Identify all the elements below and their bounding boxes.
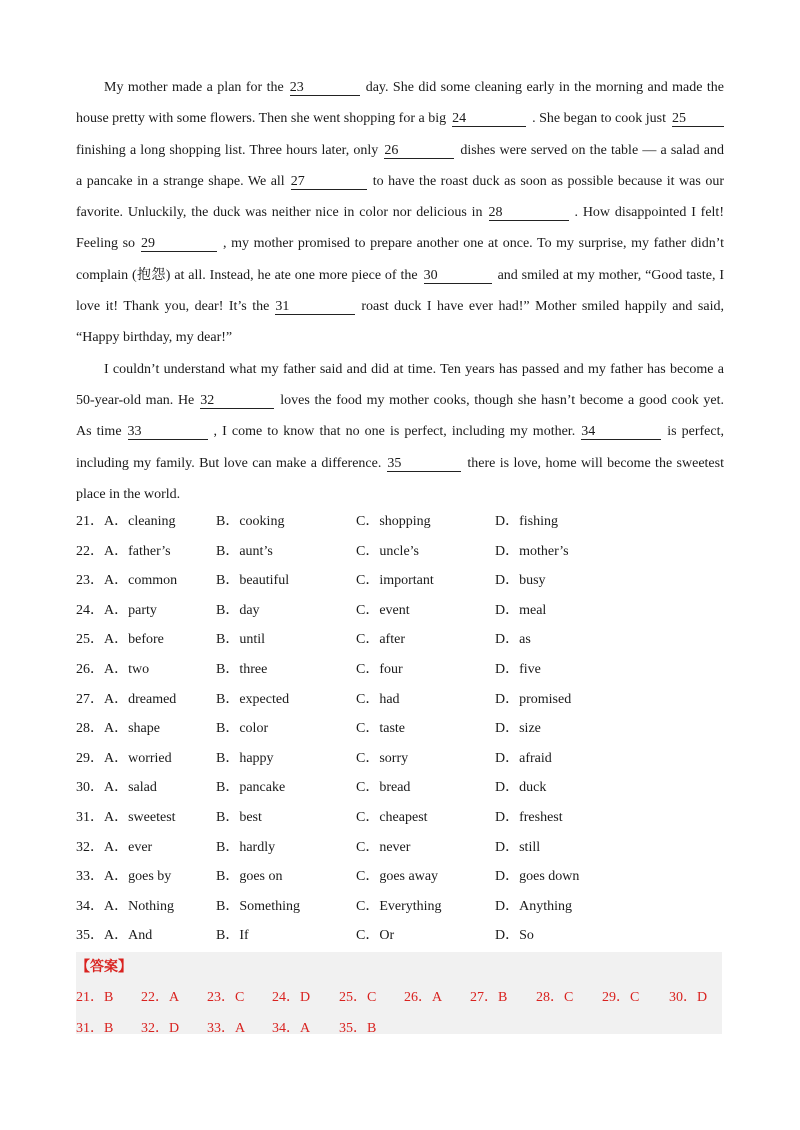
option-b: B．day (216, 602, 260, 618)
question-22-options (76, 537, 726, 567)
passage-line (76, 385, 724, 416)
answer-item: 22．A (141, 990, 180, 1005)
passage-text: love it! Thank you, dear! It’s the (76, 299, 270, 315)
passage-text: I couldn’t understand what my father said and did at time. Ten years has passed and my father has become a (104, 361, 724, 377)
option-d: D．five (495, 661, 541, 677)
blank-28: 28 (489, 206, 569, 221)
answer-key-title: 【答案】 (76, 960, 132, 975)
passage-line (76, 197, 724, 228)
blank-24: 24 (452, 112, 526, 127)
passage-text: My mother made a plan for the (104, 80, 284, 95)
passage-line (76, 291, 724, 322)
blank-34: 34 (581, 425, 661, 440)
passage-text: and smiled at my mother, “Good taste, I (497, 267, 724, 283)
blank-29: 29 (141, 237, 217, 252)
passage-text: day. She did some cleaning early in the morning and made the (365, 80, 725, 95)
option-b: B．hardly (216, 839, 276, 855)
question-29-options (76, 744, 726, 774)
option-b: B．If (216, 928, 249, 944)
option-c: C．goes away (356, 869, 439, 885)
option-b: B．goes on (216, 869, 283, 885)
option-c: C．after (356, 632, 405, 648)
option-d: D．busy (495, 573, 546, 589)
option-b: B．beautiful (216, 573, 290, 589)
option-a: 27．A．dreamed (76, 691, 177, 707)
passage-line (76, 260, 724, 291)
answer-item: 34．A (272, 1021, 311, 1036)
answer-key-box (76, 952, 722, 1034)
passage-text: is perfect, (667, 424, 724, 440)
passage-text: favorite. Unluckily, the duck was neither nice in color nor delicious in (76, 205, 483, 221)
question-26-options (76, 655, 726, 685)
option-b: B．three (216, 661, 268, 677)
answer-key-row (76, 986, 722, 1010)
option-d: D．fishing (495, 514, 558, 529)
question-23-options (76, 566, 726, 596)
answer-item: 28．C (536, 990, 574, 1005)
passage-line (76, 479, 724, 510)
passage-text: “Happy birthday, my dear!” (76, 330, 233, 346)
answer-item: 25．C (339, 990, 377, 1005)
option-a: 26．A．two (76, 661, 150, 677)
passage-text: house pretty with some flowers. Then she went shopping for a big (76, 111, 447, 127)
passage-line (76, 135, 724, 166)
option-d: D．afraid (495, 750, 552, 766)
passage-text: roast duck I have ever had!” Mother smiled happily and said, (361, 299, 724, 315)
option-c: C．had (356, 691, 400, 707)
option-c: C．sorry (356, 750, 409, 766)
question-24-options (76, 596, 726, 626)
blank-32: 32 (200, 394, 274, 409)
blank-33: 33 (128, 425, 208, 440)
answer-item: 23．C (207, 990, 245, 1005)
option-a: 29．A．worried (76, 750, 172, 766)
passage-line (76, 72, 724, 103)
passage-text: Feeling so (76, 236, 136, 252)
passage-text: loves the food my mother cooks, though she hasn’t become a good cook yet. (280, 392, 724, 408)
blank-35: 35 (387, 457, 461, 472)
option-a: 34．A．Nothing (76, 898, 174, 914)
option-d: D．still (495, 839, 541, 855)
passage-text: a pancake in a strange shape. We all (76, 173, 285, 189)
option-d: D．Anything (495, 898, 572, 914)
blank-26: 26 (384, 144, 454, 159)
question-31-options (76, 803, 726, 833)
passage-text: As time (76, 424, 122, 440)
option-a: 25．A．before (76, 632, 164, 648)
option-a: 23．A．common (76, 573, 178, 589)
option-d: D．mother’s (495, 543, 569, 559)
answer-item: 35．B (339, 1021, 377, 1036)
option-c: C．four (356, 661, 403, 677)
option-c: C．shopping (356, 514, 431, 529)
passage-line (76, 166, 724, 197)
option-a: 24．A．party (76, 602, 157, 618)
answer-item: 29．C (602, 990, 640, 1005)
option-a: 35．A．And (76, 928, 153, 944)
option-d: D．So (495, 928, 534, 944)
option-c: C．never (356, 839, 411, 855)
option-b: B．pancake (216, 780, 286, 796)
question-34-options (76, 892, 726, 922)
option-d: D．goes down (495, 869, 580, 885)
passage-line (76, 228, 724, 259)
option-b: B．cooking (216, 514, 285, 529)
passage-text: . She began to cook just (532, 111, 666, 127)
passage-text: to have the roast duck as soon as possible because it was our (372, 173, 724, 189)
passage-line (76, 416, 724, 447)
option-b: B．happy (216, 750, 274, 766)
passage-text: 50-year-old man. He (76, 392, 195, 408)
blank-30: 30 (424, 269, 492, 284)
option-c: C．important (356, 573, 434, 589)
option-c: C．Or (356, 928, 395, 944)
answer-item: 32．D (141, 1021, 180, 1036)
passage-text: finishing a long shopping list. Three hours later, only (76, 142, 379, 158)
option-c: C．Everything (356, 898, 442, 914)
option-c: C．uncle’s (356, 543, 419, 559)
option-b: B．color (216, 721, 269, 737)
answer-options (76, 507, 726, 951)
passage-text: . How disappointed I felt! (574, 205, 724, 221)
option-d: D．promised (495, 691, 572, 707)
question-32-options (76, 833, 726, 863)
blank-25: 25 (672, 112, 724, 127)
answer-item: 21．B (76, 990, 114, 1005)
option-b: B．aunt’s (216, 543, 273, 559)
option-d: D．meal (495, 602, 547, 618)
question-25-options (76, 625, 726, 655)
blank-31: 31 (275, 300, 355, 315)
passage-text: complain (抱怨) at all. Instead, he ate one more piece of the (76, 267, 418, 283)
passage-text: , my mother promised to prepare another one at once. To my surprise, my father didn’t (223, 236, 724, 252)
option-a: 31．A．sweetest (76, 809, 176, 825)
passage-line (76, 103, 724, 134)
option-c: C．event (356, 602, 410, 618)
cloze-passage (76, 72, 724, 510)
answer-key-row (76, 1017, 722, 1041)
option-b: B．Something (216, 898, 301, 914)
option-a: 21．A．cleaning (76, 514, 176, 529)
option-b: B．until (216, 632, 266, 648)
answer-item: 27．B (470, 990, 508, 1005)
option-a: 33．A．goes by (76, 869, 172, 885)
blank-27: 27 (291, 175, 367, 190)
option-c: C．bread (356, 780, 411, 796)
option-d: D．freshest (495, 809, 563, 825)
option-d: D．size (495, 721, 541, 737)
option-a: 30．A．salad (76, 780, 157, 796)
option-a: 22．A．father’s (76, 543, 171, 559)
passage-text: place in the world. (76, 486, 181, 502)
option-a: 32．A．ever (76, 839, 153, 855)
passage-line (76, 448, 724, 479)
option-d: D．duck (495, 780, 547, 796)
option-d: D．as (495, 632, 531, 648)
answer-item: 31．B (76, 1021, 114, 1036)
option-c: C．taste (356, 721, 405, 737)
blank-23: 23 (290, 81, 360, 96)
question-33-options (76, 862, 726, 892)
answer-item: 33．A (207, 1021, 246, 1036)
question-21-options (76, 507, 726, 537)
question-27-options (76, 685, 726, 715)
answer-item: 24．D (272, 990, 311, 1005)
option-b: B．best (216, 809, 262, 825)
question-35-options (76, 921, 726, 951)
option-c: C．cheapest (356, 809, 428, 825)
answer-item: 26．A (404, 990, 443, 1005)
question-30-options (76, 773, 726, 803)
passage-line (76, 354, 724, 385)
option-a: 28．A．shape (76, 721, 160, 737)
option-b: B．expected (216, 691, 290, 707)
answer-item: 30．D (669, 990, 708, 1005)
passage-line (76, 322, 724, 353)
passage-text: there is love, home will become the sweetest (467, 455, 724, 471)
question-28-options (76, 714, 726, 744)
passage-text: including my family. But love can make a difference. (76, 455, 382, 471)
passage-text: dishes were served on the table — a salad and (460, 142, 724, 158)
passage-text: , I come to know that no one is perfect, including my mother. (213, 424, 576, 440)
